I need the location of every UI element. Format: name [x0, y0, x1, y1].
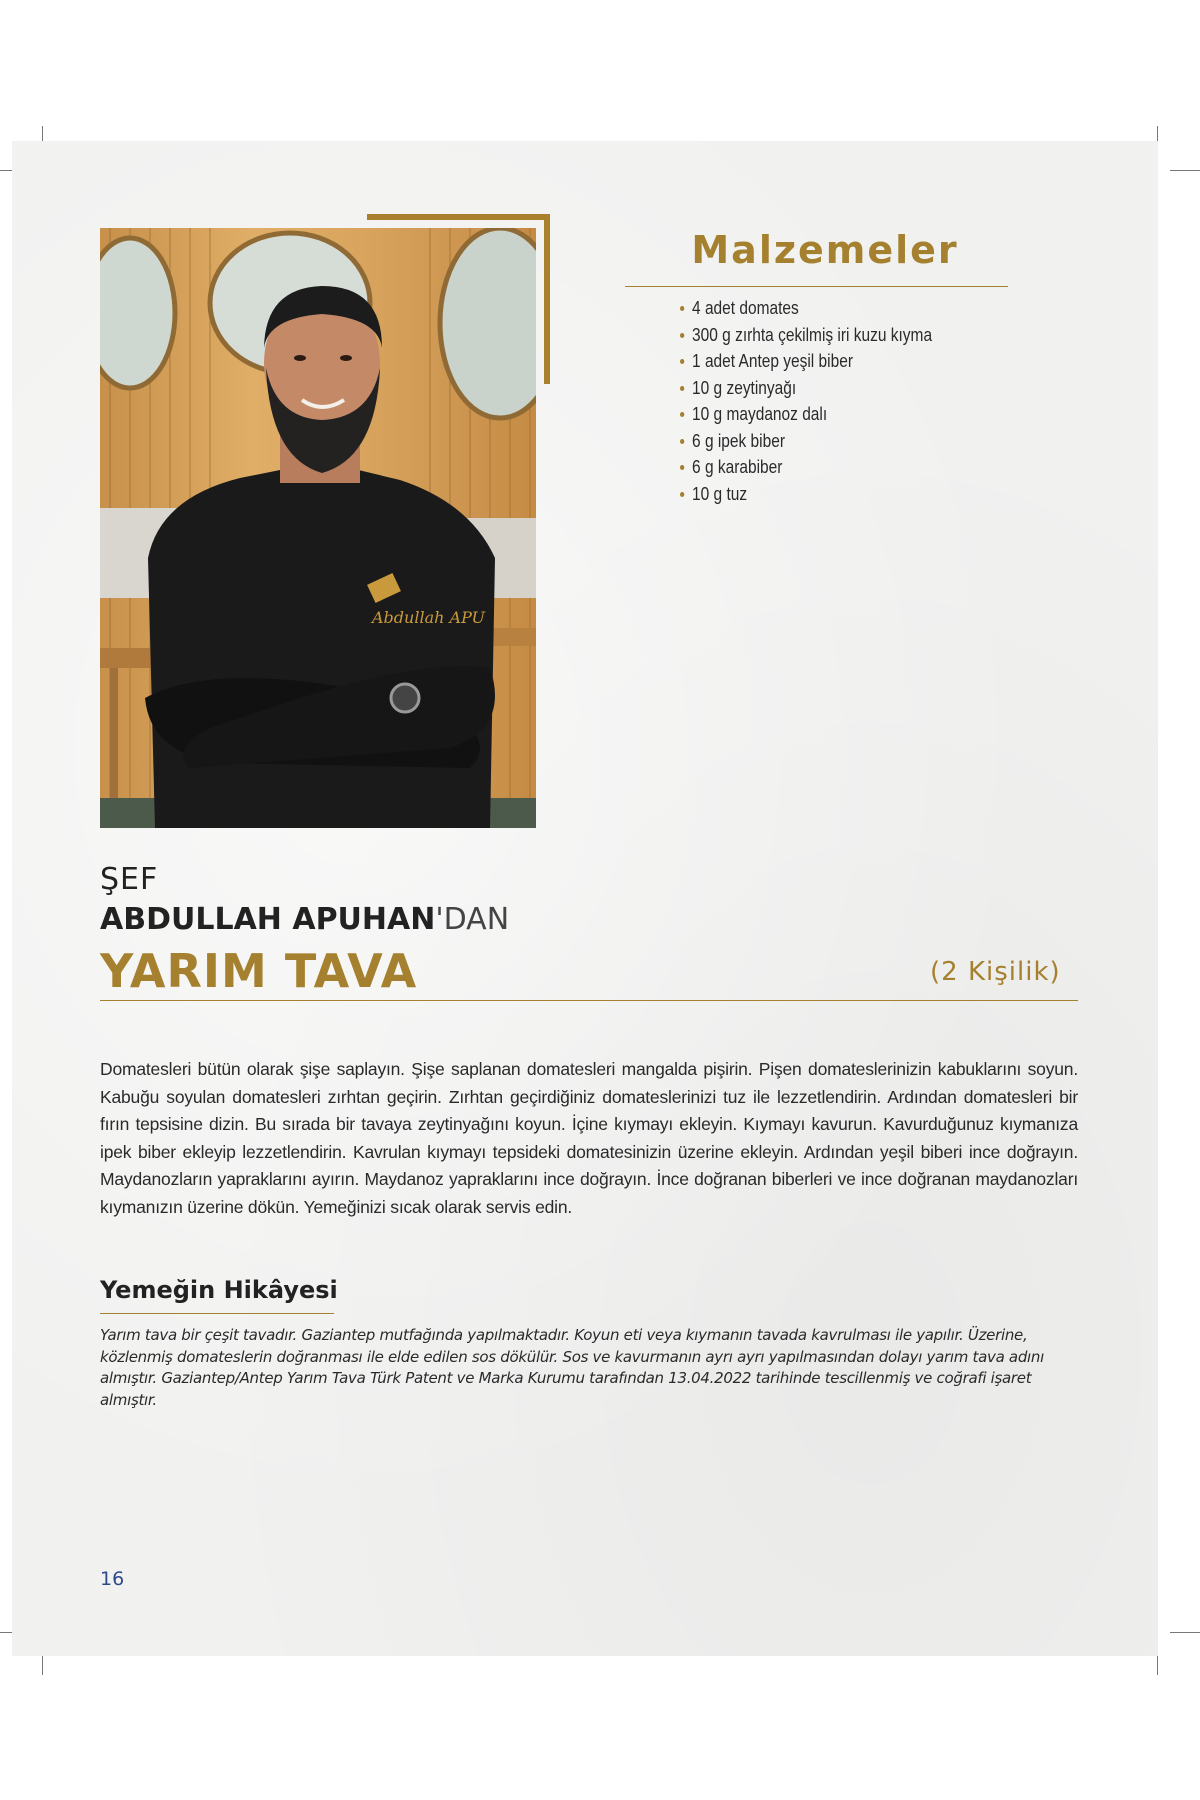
crop-mark — [1170, 170, 1200, 171]
story-divider — [100, 1313, 334, 1314]
ingredients-divider — [625, 286, 1008, 287]
story-text: Yarım tava bir çeşit tavadır. Gaziantep mutfağında yapılmaktadır. Koyun eti veya kıymanın tavada kavrulması ile yapılır. Üzerine, közlenmiş domateslerin doğranması ile elde edilen sos dökülür. Sos ve kavurmanın ayrı ayrı yapılmasından dolayı yarım tava adını almıştır. Gaziantep/Antep Yarım Tava Türk Patent ve Marka Kurumu tarafından 13.04.2022 tarihinde tescillenmiş ve coğrafi işaret almıştır. — [100, 1326, 1044, 1409]
chef-suffix: 'DAN — [435, 902, 510, 937]
chef-name: ABDULLAH APUHAN — [100, 902, 436, 937]
servings-label: (2 Kişilik) — [930, 957, 1061, 987]
ingredient-item: 10 g zeytinyağı — [680, 375, 932, 402]
chef-prefix: ŞEF — [100, 862, 159, 897]
ingredient-item: 10 g tuz — [680, 481, 932, 508]
jacket-embroidery: Abdullah APU — [372, 608, 486, 627]
dish-title: YARIM TAVA — [100, 944, 418, 998]
page-number: 16 — [100, 1568, 125, 1590]
story-title: Yemeğin Hikâyesi — [100, 1276, 338, 1304]
ingredient-item: 4 adet domates — [680, 295, 932, 322]
ingredient-item: 6 g ipek biber — [680, 428, 932, 455]
ingredient-item: 6 g karabiber — [680, 454, 932, 481]
title-divider — [100, 1000, 1078, 1001]
recipe-instructions: Domatesleri bütün olarak şişe saplayın. Şişe saplanan domatesleri mangalda pişirin. Pişen domateslerinizin kabuklarını soyun. Kabuğu soyulan domatesleri zırhtan geçirin. Zırhtan geçirdiğiniz domateslerinizi tuz ile lezzetlendirin. Ardından domatesleri bir fırın tepsisine dizin. Bu sırada bir tavaya zeytinyağını koyun. İçine kıymayı ekleyin. Kıymayı kavurun. Kavurduğunuz kıymanıza ipek biber ekleyip lezzetlendirin. Kavrulan kıymayı tepsideki domatesinizin üzerine ekleyin. Ardından yeşil biberi ince doğrayın. Maydanozların yapraklarını ayırın. Maydanoz yapraklarını ince doğrayın. İnce doğranan biberleri ve ince doğranan maydanozları kıymanızın üzerine dökün. Yemeğinizi sıcak olarak servis edin. — [100, 1059, 1078, 1217]
crop-mark — [1170, 1632, 1200, 1633]
ingredient-item: 300 g zırhta çekilmiş iri kuzu kıyma — [680, 322, 932, 349]
ingredient-item: 1 adet Antep yeşil biber — [680, 348, 932, 375]
ingredient-item: 10 g maydanoz dalı — [680, 401, 932, 428]
photo-frame-accent-top — [367, 214, 550, 220]
ingredients-title: Malzemeler — [691, 228, 959, 272]
ingredients-list — [680, 295, 973, 507]
chef-photo — [100, 228, 536, 828]
photo-frame-accent-right — [544, 214, 550, 384]
chef-name-line — [100, 902, 509, 937]
